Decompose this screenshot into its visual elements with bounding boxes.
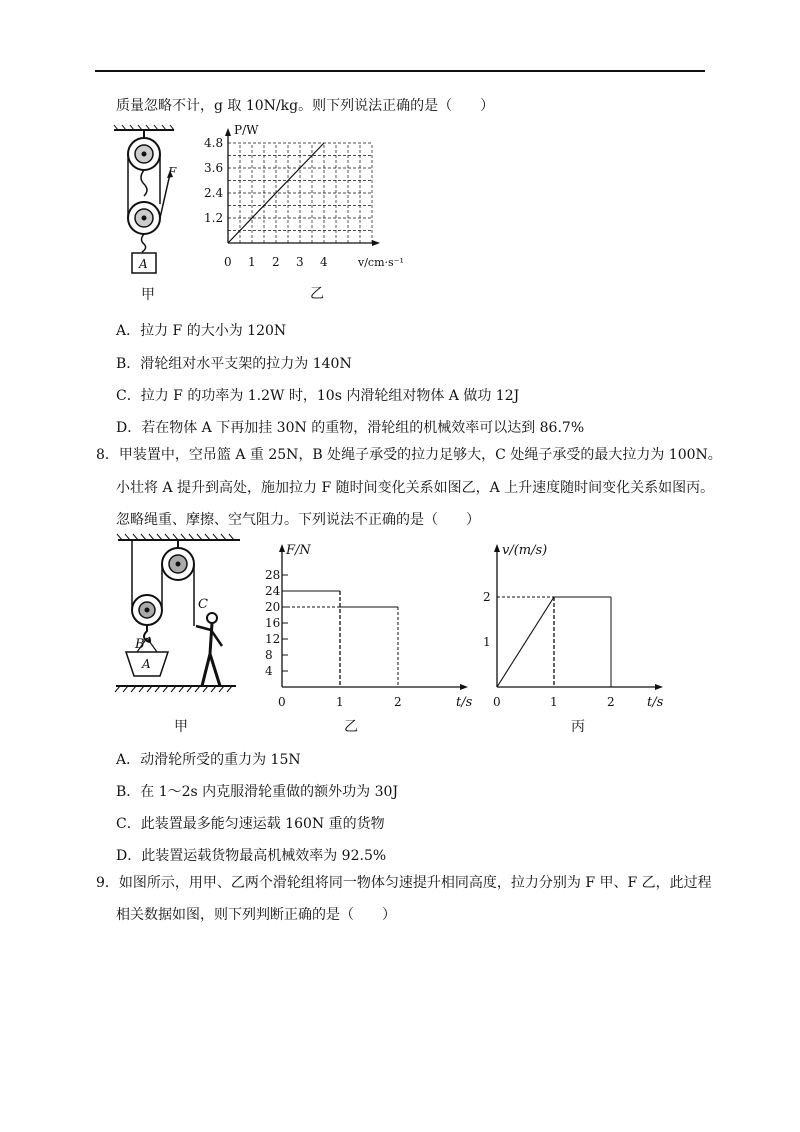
fig8-vt-chart <box>480 540 664 710</box>
q7-option-c: C．拉力 F 的功率为 1.2W 时，10s 内滑轮组对物体 A 做功 12J <box>116 388 520 404</box>
q7-option-d: D．若在物体 A 下再加挂 30N 的重物，滑轮组的机械效率可以达到 86.7% <box>116 420 585 436</box>
y-axis-label: P/W <box>234 123 259 137</box>
x-axis-arrow <box>460 684 468 690</box>
fig7-pv-chart <box>200 122 404 272</box>
x-tick-label: 2 <box>607 695 615 709</box>
y-tick-label: 2 <box>483 590 491 604</box>
y-tick-label: 4 <box>265 664 273 678</box>
x-tick-label: 4 <box>320 255 328 269</box>
y-tick-label: 1 <box>483 635 491 649</box>
fig7-label-yi: 乙 <box>310 286 324 302</box>
q8-option-c: C．此装置最多能匀速运载 160N 重的货物 <box>116 816 385 832</box>
q8-option-d: D．此装置运载货物最高机械效率为 92.5% <box>116 848 387 864</box>
x-axis-label: t/s <box>456 695 473 710</box>
fig7-pulley-diagram <box>112 122 192 282</box>
y-axis-label: v/(m/s) <box>502 543 548 558</box>
q9-line-2: 相关数据如图，则下列判断正确的是（ ） <box>116 907 396 923</box>
x-tick-label: 1 <box>336 695 344 709</box>
x-tick-label: 1 <box>550 695 558 709</box>
y-tick-label: 24 <box>265 584 281 598</box>
x-tick-label: 2 <box>272 255 280 269</box>
y-axis-arrow <box>279 544 285 552</box>
y-tick-label: 20 <box>265 600 281 614</box>
q8-option-b: B．在 1～2s 内克服滑轮重做的额外功为 30J <box>116 784 399 800</box>
y-tick-label: 8 <box>265 648 273 662</box>
x-tick-label: 2 <box>394 695 402 709</box>
fig7-force-label: F <box>168 165 177 179</box>
y-axis-label: F/N <box>286 543 311 558</box>
fig8-label-yi: 乙 <box>344 719 358 735</box>
q8-line-2: 小壮将 A 提升到高处，施加拉力 F 随时间变化关系如图乙，A 上升速度随时间变化关系如图丙。 <box>116 480 715 496</box>
y-tick-label: 16 <box>265 616 281 630</box>
q8-option-a: A．动滑轮所受的重力为 15N <box>116 752 301 768</box>
fig8-label-b: B <box>135 637 145 652</box>
x-tick-label: 0 <box>278 695 286 709</box>
fig8-label-jia: 甲 <box>174 719 188 735</box>
x-axis-label: t/s <box>647 695 664 710</box>
x-axis-label: v/cm·s⁻¹ <box>358 256 404 269</box>
x-tick-label: 3 <box>296 255 304 269</box>
header-rule <box>95 70 705 72</box>
q7-option-a: A．拉力 F 的大小为 120N <box>116 323 287 339</box>
fig8-pulley-diagram <box>112 530 252 700</box>
q9-line-1: 9．如图所示，用甲、乙两个滑轮组将同一物体匀速提升相同高度，拉力分别为 F 甲、F 乙，此过程 <box>96 875 712 891</box>
intro-line: 质量忽略不计，g 取 10N/kg。则下列说法正确的是（ ） <box>116 98 495 114</box>
fig7-block-label: A <box>139 257 148 271</box>
y-tick-label: 28 <box>265 568 281 582</box>
x-tick-label: 0 <box>224 255 232 269</box>
y-axis-arrow <box>225 128 231 136</box>
q8-line-1: 8．甲装置中，空吊篮 A 重 25N，B 处绳子承受的拉力足够大，C 处绳子承受的最大拉力为 100N。 <box>96 447 722 463</box>
q7-option-b: B．滑轮组对水平支架的拉力为 140N <box>116 356 352 372</box>
fig7-label-jia: 甲 <box>141 287 155 303</box>
y-tick-label: 2.4 <box>204 186 224 200</box>
y-tick-label: 4.8 <box>204 136 224 150</box>
fig8-ft-chart <box>265 540 473 710</box>
x-axis-arrow <box>372 240 380 246</box>
x-tick-label: 0 <box>493 695 501 709</box>
x-tick-label: 1 <box>248 255 256 269</box>
y-tick-label: 1.2 <box>204 211 224 225</box>
y-axis-arrow <box>494 544 500 552</box>
fig8-label-c: C <box>198 597 208 612</box>
fig8-label-bing: 丙 <box>571 719 585 735</box>
fig8-label-a: A <box>142 657 151 671</box>
y-tick-label: 3.6 <box>204 161 224 175</box>
y-tick-label: 12 <box>265 632 281 646</box>
q8-line-3: 忽略绳重、摩擦、空气阻力。下列说法不正确的是（ ） <box>116 512 480 528</box>
x-axis-arrow <box>655 684 663 690</box>
